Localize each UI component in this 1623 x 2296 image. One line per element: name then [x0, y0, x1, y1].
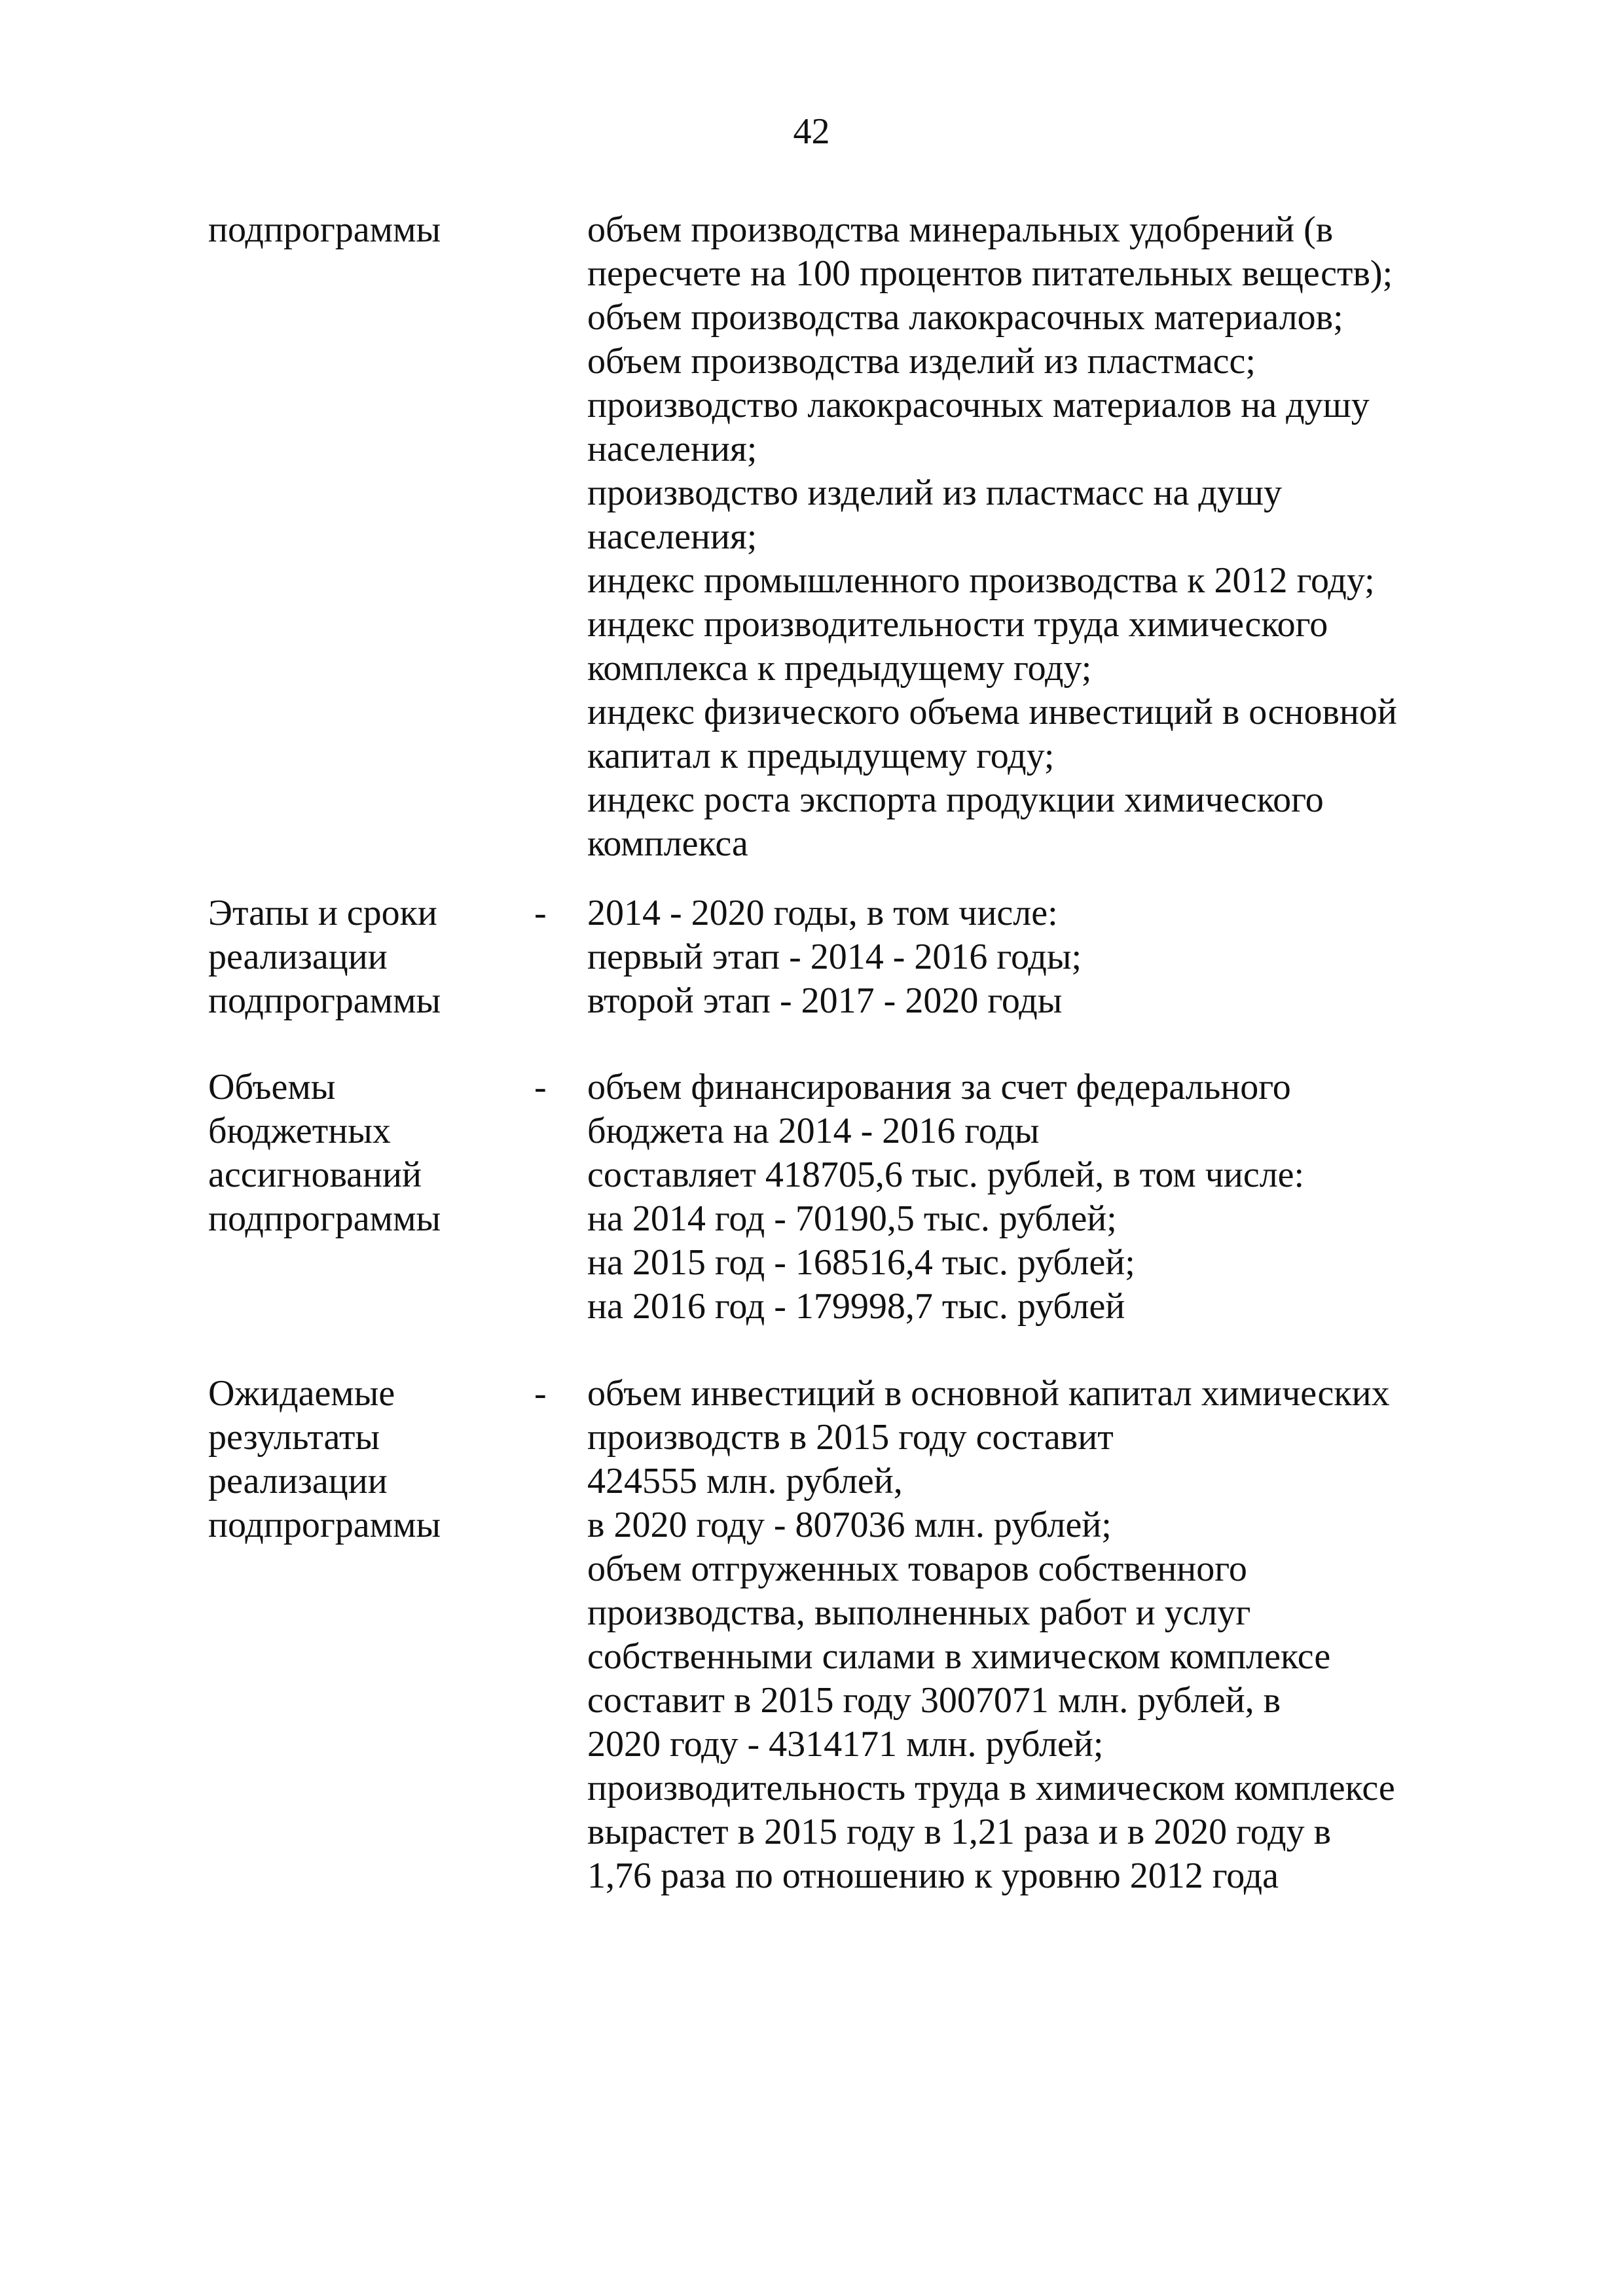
content-line: второй этап - 2017 - 2020 годы	[587, 980, 1063, 1021]
section-content	[587, 1066, 1530, 1329]
label-line: Ожидаемые	[208, 1373, 395, 1414]
content-line: производительность труда в химическом комплексе	[587, 1768, 1395, 1808]
content-line: на 2016 год - 179998,7 тыс. рублей	[587, 1286, 1125, 1327]
content-line: объем производства лакокрасочных материалов;	[587, 297, 1343, 338]
section-label	[208, 1066, 516, 1241]
content-line: объем финансирования за счет федерального	[587, 1067, 1291, 1107]
content-line: индекс роста экспорта продукции химического	[587, 780, 1324, 820]
section-content	[587, 891, 1530, 1023]
content-line: комплекса	[587, 823, 748, 864]
content-line: первый этап - 2014 - 2016 годы;	[587, 937, 1082, 977]
content-line: вырастет в 2015 году в 1,21 раза и в 2020 году в	[587, 1812, 1332, 1852]
section-dash: -	[534, 1067, 547, 1107]
label-line: Этапы и сроки	[208, 893, 437, 933]
content-line: объем отгруженных товаров собственного	[587, 1549, 1247, 1589]
content-line: производства, выполненных работ и услуг	[587, 1592, 1251, 1633]
content-line: населения;	[587, 516, 757, 557]
content-line: на 2014 год - 70190,5 тыс. рублей;	[587, 1198, 1117, 1239]
page-number: 42	[793, 111, 830, 152]
label-line: Объемы	[208, 1067, 336, 1107]
content-line: на 2015 год - 168516,4 тыс. рублей;	[587, 1242, 1135, 1283]
content-line: 2014 - 2020 годы, в том числе:	[587, 893, 1058, 933]
content-line: производство лакокрасочных материалов на душу	[587, 385, 1370, 425]
content-line: бюджета на 2014 - 2016 годы	[587, 1111, 1040, 1151]
content-line: объем производства изделий из пластмасс;	[587, 341, 1256, 382]
content-line: составит в 2015 году 3007071 млн. рублей, в	[587, 1680, 1281, 1721]
section-label	[208, 1372, 516, 1547]
content-line: 1,76 раза по отношению к уровню 2012 года	[587, 1856, 1279, 1896]
content-line: в 2020 году - 807036 млн. рублей;	[587, 1505, 1112, 1545]
content-line: комплекса к предыдущему году;	[587, 648, 1092, 689]
label-line: реализации	[208, 937, 388, 977]
label-line: подпрограммы	[208, 1198, 441, 1239]
section-content	[587, 208, 1530, 866]
content-line: индекс промышленного производства к 2012 году;	[587, 560, 1375, 601]
content-line: 2020 году - 4314171 млн. рублей;	[587, 1724, 1104, 1765]
section-label	[208, 891, 516, 1023]
content-line: объем производства минеральных удобрений (в	[587, 209, 1334, 250]
section-dash: -	[534, 1373, 547, 1414]
content-line: населения;	[587, 429, 757, 469]
section-label	[208, 208, 516, 252]
content-line: пересчете на 100 процентов питательных веществ);	[587, 253, 1393, 294]
label-line: подпрограммы	[208, 1505, 441, 1545]
content-line: индекс физического объема инвестиций в основной	[587, 692, 1397, 732]
content-line: собственными силами в химическом комплексе	[587, 1636, 1331, 1677]
label-line: реализации	[208, 1461, 388, 1501]
content-line: объем инвестиций в основной капитал химических	[587, 1373, 1390, 1414]
content-line: составляет 418705,6 тыс. рублей, в том числе:	[587, 1155, 1305, 1195]
section-content	[587, 1372, 1530, 1898]
content-line: производств в 2015 году составит	[587, 1417, 1114, 1458]
section-dash: -	[534, 893, 547, 933]
label-line: подпрограммы	[208, 209, 441, 250]
content-line: индекс производительности труда химического	[587, 604, 1328, 645]
content-line: капитал к предыдущему году;	[587, 736, 1055, 776]
content-line: 424555 млн. рублей,	[587, 1461, 903, 1501]
label-line: подпрограммы	[208, 980, 441, 1021]
content-line: производство изделий из пластмасс на душу	[587, 473, 1282, 513]
label-line: бюджетных	[208, 1111, 391, 1151]
label-line: ассигнований	[208, 1155, 422, 1195]
label-line: результаты	[208, 1417, 380, 1458]
